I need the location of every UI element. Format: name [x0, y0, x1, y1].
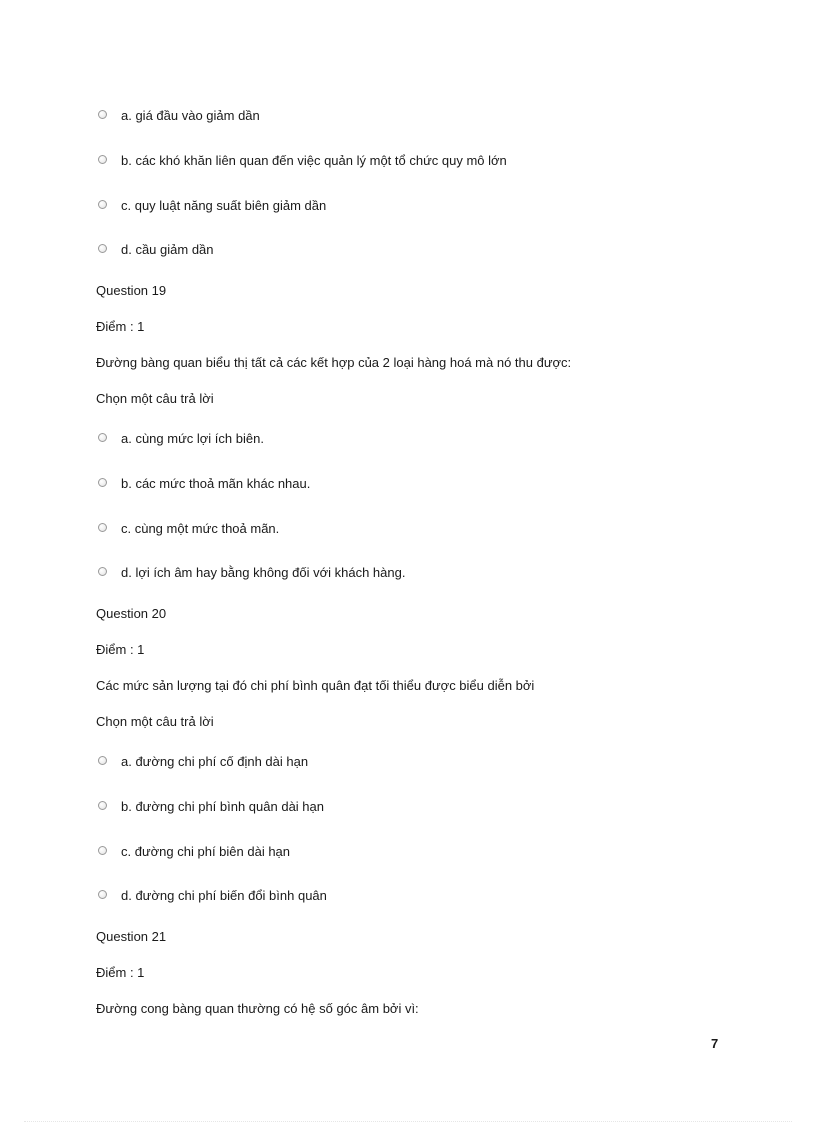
question-19-prompt: Chọn một câu trả lời: [96, 391, 214, 406]
radio-button-icon[interactable]: [98, 244, 107, 253]
q19-option-c[interactable]: [98, 521, 279, 537]
radio-button-icon[interactable]: [98, 756, 107, 765]
question-20-text: Các mức sản lượng tại đó chi phí bình quân đạt tối thiểu được biểu diễn bởi: [96, 678, 535, 693]
question-21-score: Điểm : 1: [96, 965, 145, 980]
radio-button-icon[interactable]: [98, 567, 107, 576]
option-label: c. đường chi phí biên dài hạn: [121, 844, 291, 859]
option-label: a. đường chi phí cố định dài hạn: [121, 754, 309, 769]
radio-button-icon[interactable]: [98, 478, 107, 487]
option-label: c. quy luật năng suất biên giảm dần: [121, 198, 327, 213]
question-19-title: Question 19: [96, 283, 167, 298]
page-number: 7: [711, 1036, 719, 1051]
option-label: b. đường chi phí bình quân dài hạn: [121, 799, 324, 814]
option-label: a. cùng mức lợi ích biên.: [121, 431, 264, 446]
radio-button-icon[interactable]: [98, 846, 107, 855]
option-label: a. giá đầu vào giảm dần: [121, 108, 260, 123]
option-label: d. cầu giảm dần: [121, 242, 214, 257]
q20-option-d[interactable]: [98, 888, 327, 904]
option-label: d. lợi ích âm hay bằng không đối với khách hàng.: [121, 565, 406, 580]
q20-option-c[interactable]: [98, 844, 290, 860]
q18-option-b[interactable]: [98, 153, 507, 169]
radio-button-icon[interactable]: [98, 110, 107, 119]
radio-button-icon[interactable]: [98, 200, 107, 209]
question-20-score: Điểm : 1: [96, 642, 145, 657]
option-label: b. các mức thoả mãn khác nhau.: [121, 476, 311, 491]
question-20-title: Question 20: [96, 606, 167, 621]
q18-option-d[interactable]: [98, 242, 214, 258]
question-21-text: Đường cong bàng quan thường có hệ số góc âm bởi vì:: [96, 1001, 419, 1016]
q19-option-a[interactable]: [98, 431, 264, 447]
radio-button-icon[interactable]: [98, 890, 107, 899]
question-19-score: Điểm : 1: [96, 319, 145, 334]
question-20-prompt: Chọn một câu trả lời: [96, 714, 214, 729]
q18-option-c[interactable]: [98, 198, 326, 214]
radio-button-icon[interactable]: [98, 155, 107, 164]
question-19-text: Đường bàng quan biểu thị tất cả các kết hợp của 2 loại hàng hoá mà nó thu được:: [96, 355, 572, 370]
radio-button-icon[interactable]: [98, 523, 107, 532]
option-label: b. các khó khăn liên quan đến việc quản lý một tổ chức quy mô lớn: [121, 153, 507, 168]
question-21-title: Question 21: [96, 929, 167, 944]
q20-option-a[interactable]: [98, 754, 308, 770]
q18-option-a[interactable]: [98, 108, 260, 124]
radio-button-icon[interactable]: [98, 433, 107, 442]
radio-button-icon[interactable]: [98, 801, 107, 810]
option-label: d. đường chi phí biến đổi bình quân: [121, 888, 327, 903]
footer-divider: [24, 1121, 792, 1122]
q20-option-b[interactable]: [98, 799, 324, 815]
option-label: c. cùng một mức thoả mãn.: [121, 521, 280, 536]
q19-option-b[interactable]: [98, 476, 310, 492]
q19-option-d[interactable]: [98, 565, 405, 581]
